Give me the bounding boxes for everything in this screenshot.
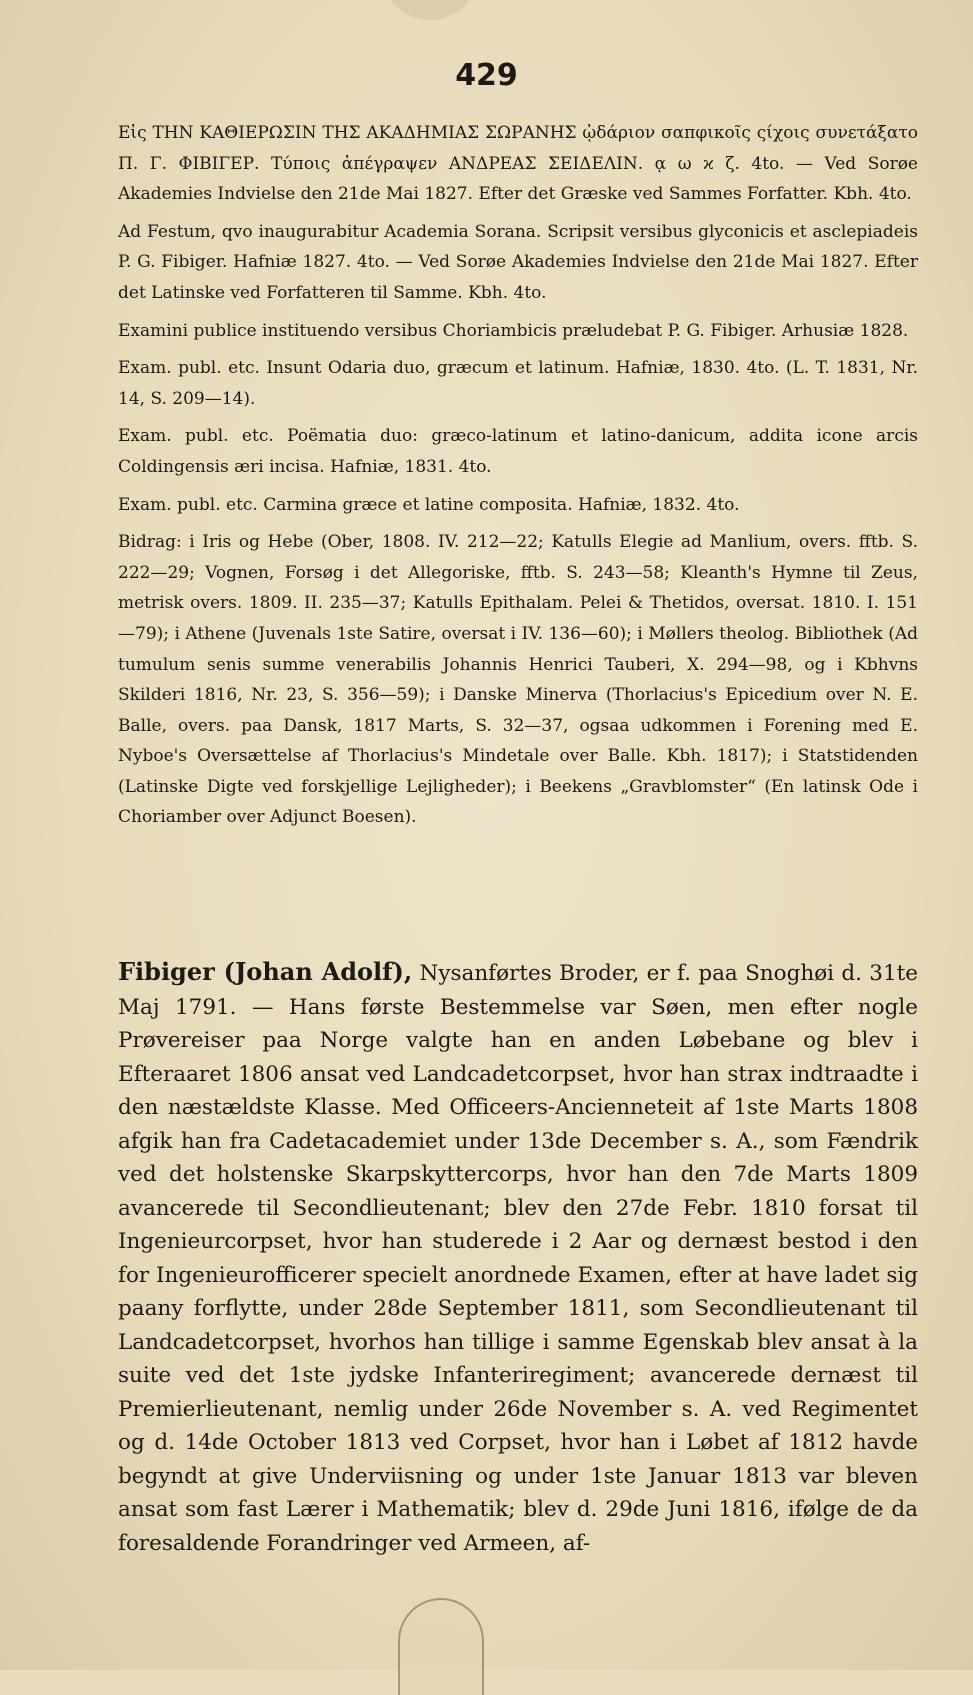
biography-paragraph — [118, 955, 918, 1560]
paper-edge-mark — [380, 0, 480, 20]
bibliography-entry: Exam. publ. etc. Insunt Odaria duo, græcum et latinum. Hafniæ, 1830. 4to. (L. T. 1831, Nr. 14, S. 209—14). — [118, 358, 918, 409]
bibliography-entry: Examini publice instituendo versibus Choriambicis præludebat P. G. Fibiger. Arhusiæ 1828. — [118, 320, 909, 341]
page-number: 429 — [455, 58, 518, 93]
biography-entry — [118, 955, 918, 1560]
bibliography-entry: Εἰς ΤΗΝ ΚΑΘΙΕΡΩΣΙΝ ΤΗΣ ΑΚΑΔΗΜΙΑΣ ΣΩΡΑΝΗΣ ᾠδάριον σαπφικοῖς ςίχοις συνετάξατο Π. Γ. ΦΙΒΙΓΕΡ. Τύποις ἀπέγραψεν ΑΝΔΡΕΑΣ ΣΕΙΔΕΛΙΝ. ᾳ ω ϰ ζ. 4to. — Ved Sorøe Akademies Indvielse den 21de Mai 1827. Efter det Græske ved Sammes Forfatter. Kbh. 4to. — [118, 123, 918, 205]
paper-hole-mark — [398, 1598, 484, 1695]
bibliography-entry: Bidrag: i Iris og Hebe (Ober, 1808. IV. 212—22; Katulls Elegie ad Manlium, overs. fftb. S. 222—29; Vognen, Forsøg i det Allegoriske, fftb. S. 243—58; Kleanth's Hymne til Zeus, metrisk overs. 1809. II. 235—37; Katulls Epithalam. Pelei & Thetidos, oversat. 1810. I. 151—79); i Athene (Juvenals 1ste Satire, oversat i IV. 136—60); i Møllers theolog. Bibliothek (Ad tumulum senis summe venerabilis Johannis Henrici Tauberi, X. 294—98, og i Kbhvns Skilderi 1816, Nr. 23, S. 356—59); i Danske Minerva (Thorlacius's Epicedium over N. E. Balle, overs. paa Dansk, 1817 Marts, S. 32—37, ogsaa udkommen i Forening med E. Nyboe's Oversættelse af Thorlacius's Mindetale over Balle. Kbh. 1817); i Statstidenden (Latinske Digte ved forskjellige Lejligheder); i Beekens „Gravblomster“ (En latinsk Ode i Choriamber over Adjunct Boesen). — [118, 532, 918, 828]
bibliography-entry: Ad Festum, qvo inaugurabitur Academia Sorana. Scripsit versibus glyconicis et asclepiadeis P. G. Fibiger. Hafniæ 1827. 4to. — Ved Sorøe Akademies Indvielse den 21de Mai 1827. Efter det Latinske ved Forfatteren til Samme. Kbh. 4to. — [118, 221, 918, 303]
bibliography-entry: Exam. publ. etc. Poëmatia duo: græco-latinum et latino-danicum, addita icone arcis Coldingensis æri incisa. Hafniæ, 1831. 4to. — [118, 426, 918, 477]
entry-heading: Fibiger (Johan Adolf), — [118, 957, 413, 986]
entry-text: Nysanførtes Broder, er f. paa Snoghøi d. 31te Maj 1791. — Hans første Bestemmelse var Søen, men efter nogle Prøvereiser paa Norge valgte han en anden Løbebane og blev i Efteraaret 1806 ansat ved Landcadetcorpset, hvor han strax indtraadte i den næstældste Klasse. Med Officeers-Ancienneteit af 1ste Marts 1808 afgik han fra Cadetacademiet under 13de December s. A., som Fændrik ved det holstenske Skarpskyttercorps, hvor han den 7de Marts 1809 avancerede til Secondlieutenant; blev den 27de Febr. 1810 forsat til Ingenieurcorpset, hvor han studerede i 2 Aar og dernæst bestod i den for Ingenieurofficerer specielt anordnede Examen, efter at have ladet sig paany forflytte, under 28de September 1811, som Secondlieutenant til Landcadetcorpset, hvorhos han tillige i samme Egenskab blev ansat à la suite ved det 1ste jydske Infanteriregiment; avancerede dernæst til Premierlieutenant, nemlig under 26de November s. A. ved Regimentet og d. 14de October 1813 ved Corpset, hvor han i Løbet af 1812 havde begyndt at give Underviisning og under 1ste Januar 1813 var bleven ansat som fast Lærer i Mathematik; blev d. 29de Juni 1816, ifølge de da foresaldende Forandringer ved Armeen, af- — [118, 961, 918, 1556]
bibliography-entry: Exam. publ. etc. Carmina græce et latine composita. Hafniæ, 1832. 4to. — [118, 494, 740, 515]
bibliography-list — [118, 118, 918, 840]
